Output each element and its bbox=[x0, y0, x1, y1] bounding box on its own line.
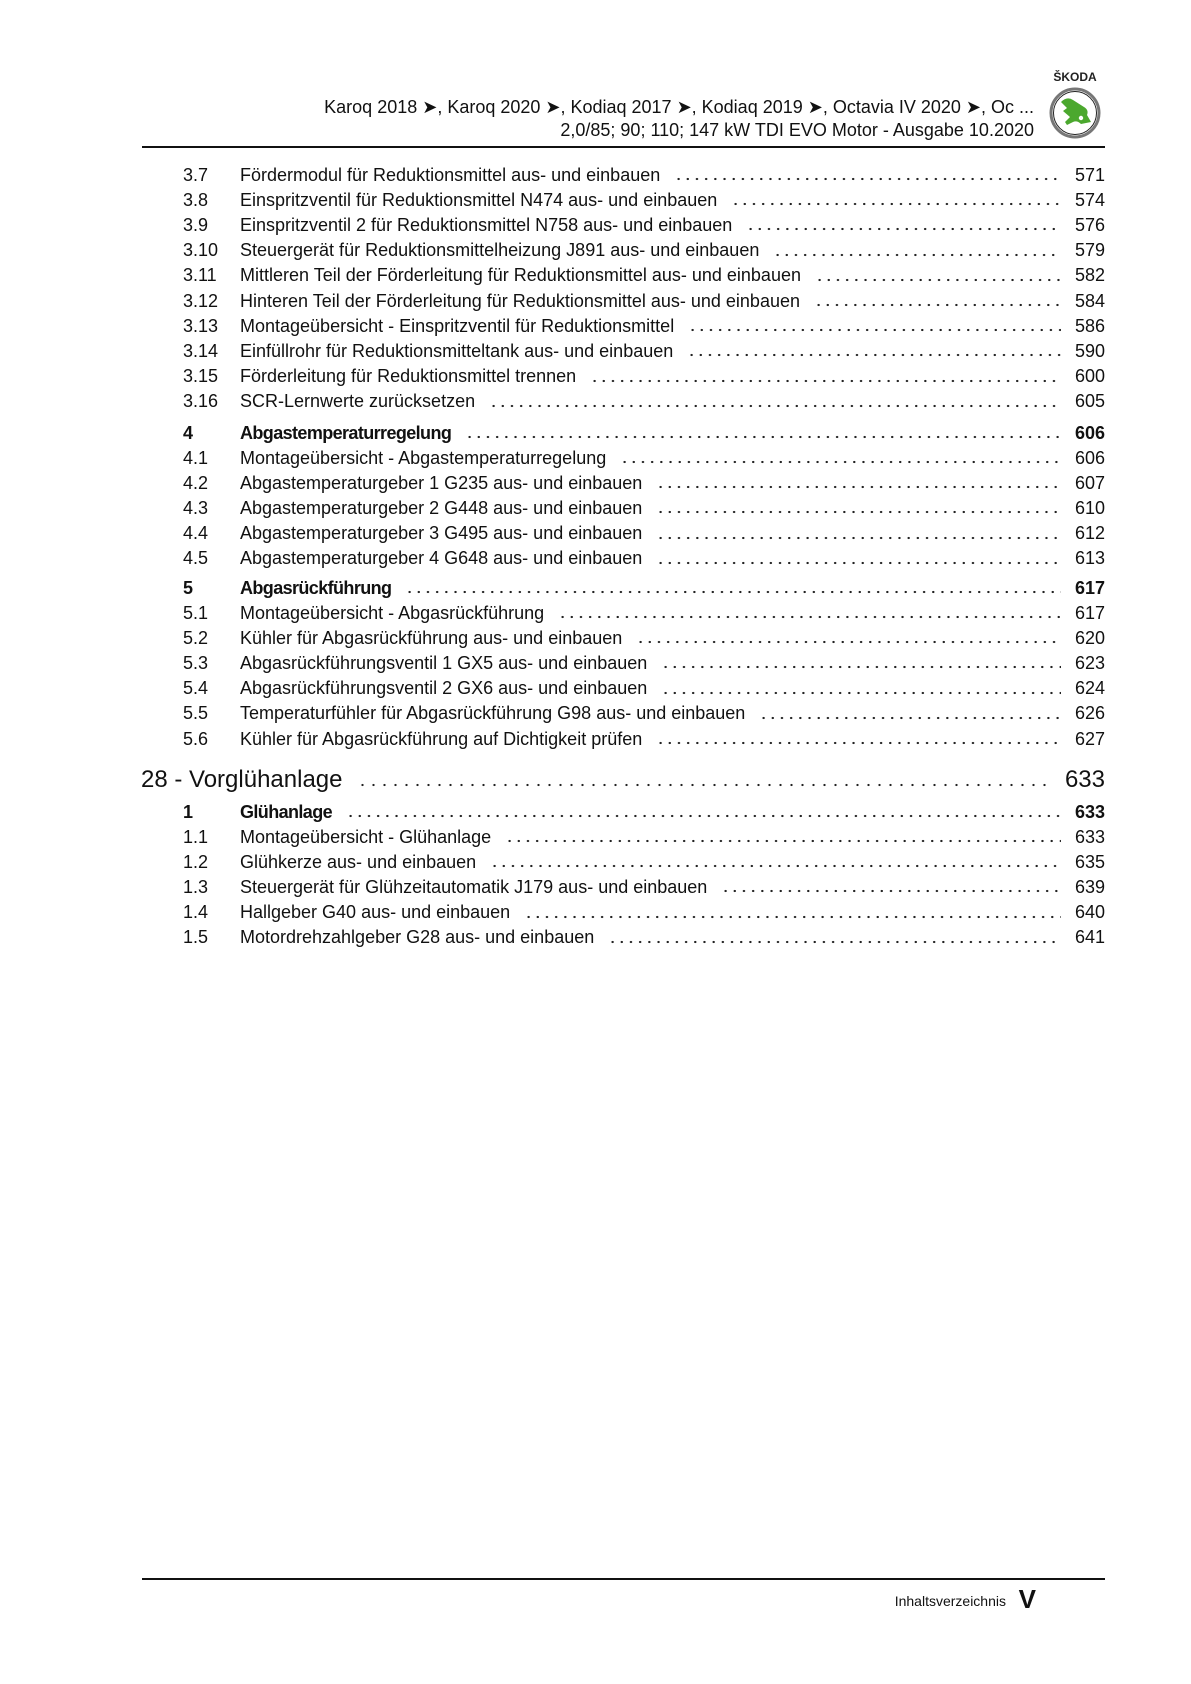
toc-entry-title[interactable]: Einfüllrohr für Reduktionsmitteltank aus- und einbauen bbox=[240, 340, 674, 361]
toc-entry[interactable] bbox=[0, 702, 1105, 726]
toc-entry-number: 4 bbox=[183, 422, 194, 443]
toc-entry-title[interactable]: Einspritzventil 2 für Reduktionsmittel N758 aus- und einbauen bbox=[240, 214, 733, 235]
toc-entry[interactable] bbox=[0, 446, 1105, 470]
toc-entry-page[interactable]: 605 bbox=[1074, 391, 1105, 412]
toc-entry-number: 3.15 bbox=[183, 366, 219, 387]
toc-entry-number: 1.5 bbox=[183, 927, 209, 948]
toc-entry-title[interactable]: Montageübersicht - Abgastemperaturregelung bbox=[240, 447, 607, 468]
toc-entry-title[interactable]: Motordrehzahlgeber G28 aus- und einbauen bbox=[240, 927, 595, 948]
toc-entry-number: 5.3 bbox=[183, 652, 209, 673]
toc-entry[interactable] bbox=[0, 314, 1105, 338]
toc-entry-number: 4.5 bbox=[183, 548, 209, 569]
dot-leader bbox=[674, 177, 1061, 181]
toc-entry[interactable] bbox=[0, 764, 1105, 796]
header-models: Karoq 2018 ➤, Karoq 2020 ➤, Kodiaq 2017 ➤, Kodiaq 2019 ➤, Octavia IV 2020 ➤, Oc ... bbox=[324, 97, 1034, 117]
toc-entry-number: 3.11 bbox=[183, 265, 217, 286]
toc-entry-number: 4.1 bbox=[183, 447, 209, 468]
dot-leader bbox=[489, 404, 1061, 408]
toc-entry-title[interactable]: Montageübersicht - Einspritzventil für Reduktionsmittel bbox=[240, 315, 675, 336]
toc-entry-number: 3.13 bbox=[183, 315, 219, 336]
toc-entry[interactable] bbox=[0, 365, 1105, 389]
toc-entry-page[interactable]: 633 bbox=[1064, 766, 1105, 793]
toc-entry-page[interactable]: 620 bbox=[1074, 627, 1105, 648]
dot-leader bbox=[620, 460, 1061, 464]
footer-section-label: Inhaltsverzeichnis bbox=[894, 1593, 1006, 1609]
dot-leader bbox=[814, 303, 1061, 307]
header-rule bbox=[142, 146, 1105, 148]
toc-entry-number: 5.6 bbox=[183, 728, 209, 749]
toc-entry[interactable] bbox=[0, 576, 1105, 600]
toc-entry-title[interactable]: Abgastemperaturgeber 2 G448 aus- und einbauen bbox=[240, 497, 643, 518]
toc-entry-title[interactable]: Abgastemperaturgeber 1 G235 aus- und einbauen bbox=[240, 472, 643, 493]
toc-entry-page[interactable]: 584 bbox=[1074, 290, 1105, 311]
toc-entry-page[interactable]: 606 bbox=[1074, 447, 1105, 468]
dot-leader bbox=[405, 590, 1061, 594]
toc-entry-title[interactable]: Mittleren Teil der Förderleitung für Reduktionsmittel aus- und einbauen bbox=[240, 265, 801, 286]
header-engine-edition: 2,0/85; 90; 110; 147 kW TDI EVO Motor - Ausgabe 10.2020 bbox=[560, 120, 1034, 140]
toc-entry-number: 5.2 bbox=[183, 627, 209, 648]
toc-entry[interactable] bbox=[0, 522, 1105, 546]
toc-entry-number: 1.2 bbox=[183, 851, 209, 872]
toc-entry-title[interactable]: Steuergerät für Reduktionsmittelheizung J891 aus- und einbauen bbox=[240, 240, 760, 261]
dot-leader bbox=[721, 889, 1061, 893]
toc-entry-number: 1.4 bbox=[183, 902, 209, 923]
dot-leader bbox=[746, 227, 1061, 231]
dot-leader bbox=[636, 640, 1061, 644]
toc-entry-title[interactable]: Hinteren Teil der Förderleitung für Reduktionsmittel aus- und einbauen bbox=[240, 290, 800, 311]
toc-entry-page[interactable]: 607 bbox=[1074, 472, 1105, 493]
toc-entry-page[interactable]: 633 bbox=[1074, 826, 1105, 847]
dot-leader bbox=[656, 536, 1061, 540]
toc-entry-page[interactable]: 617 bbox=[1074, 602, 1105, 623]
dot-leader bbox=[558, 615, 1061, 619]
toc-entry[interactable] bbox=[0, 213, 1105, 237]
toc-entry-page[interactable]: 586 bbox=[1074, 315, 1105, 336]
toc-entry-number: 3.16 bbox=[183, 391, 219, 412]
toc-entry-page[interactable]: 624 bbox=[1074, 678, 1105, 699]
toc-entry-page[interactable]: 613 bbox=[1074, 548, 1105, 569]
toc-entry[interactable] bbox=[0, 677, 1105, 701]
toc-entry-number: 3.14 bbox=[183, 340, 219, 361]
toc-entry-title[interactable]: Montageübersicht - Glühanlage bbox=[240, 826, 492, 847]
toc-entry[interactable] bbox=[0, 390, 1105, 414]
toc-entry-title[interactable]: Fördermodul für Reduktionsmittel aus- und einbauen bbox=[240, 164, 661, 185]
toc-entry-number: 5 bbox=[183, 577, 194, 598]
dot-leader bbox=[687, 353, 1061, 357]
toc-entry-page[interactable]: 571 bbox=[1074, 164, 1105, 185]
toc-entry[interactable] bbox=[0, 264, 1105, 288]
toc-entry[interactable] bbox=[0, 339, 1105, 363]
dot-leader bbox=[656, 510, 1061, 514]
toc-entry[interactable] bbox=[0, 875, 1105, 899]
toc-entry[interactable] bbox=[0, 926, 1105, 950]
toc-entry-page[interactable]: 600 bbox=[1074, 366, 1105, 387]
toc-entry-number: 4.4 bbox=[183, 523, 209, 544]
toc-entry-title[interactable]: Montageübersicht - Abgasrückführung bbox=[240, 602, 545, 623]
toc-entry[interactable] bbox=[0, 239, 1105, 263]
footer-rule bbox=[142, 1578, 1105, 1580]
toc-entry[interactable] bbox=[0, 626, 1105, 650]
toc-entry-page[interactable]: 576 bbox=[1074, 214, 1105, 235]
toc-entry[interactable] bbox=[0, 471, 1105, 495]
toc-entry-title[interactable]: Temperaturfühler für Abgasrückführung G98 aus- und einbauen bbox=[240, 703, 746, 724]
toc-entry-number: 5.4 bbox=[183, 678, 209, 699]
toc-entry-page[interactable]: 635 bbox=[1074, 851, 1105, 872]
toc-entry[interactable] bbox=[0, 547, 1105, 571]
toc-entry-title[interactable]: Abgastemperaturregelung bbox=[240, 422, 452, 443]
dot-leader bbox=[357, 783, 1051, 787]
toc-entry-page[interactable]: 639 bbox=[1074, 876, 1105, 897]
skoda-logo bbox=[1037, 70, 1113, 140]
toc-entry-number: 3.7 bbox=[183, 164, 209, 185]
toc-entry-number: 4.3 bbox=[183, 497, 209, 518]
footer-page-number: V bbox=[1018, 1584, 1036, 1614]
toc-entry-page[interactable]: 582 bbox=[1074, 265, 1105, 286]
toc-entry[interactable] bbox=[0, 901, 1105, 925]
toc-entry-page[interactable]: 626 bbox=[1074, 703, 1105, 724]
toc-entry-title[interactable]: Steuergerät für Glühzeitautomatik J179 aus- und einbauen bbox=[240, 876, 708, 897]
toc-entry-number: 1.3 bbox=[183, 876, 209, 897]
toc-entry-number: 5.1 bbox=[183, 602, 209, 623]
toc-entry-title[interactable]: Einspritzventil für Reduktionsmittel N474 aus- und einbauen bbox=[240, 189, 718, 210]
dot-leader bbox=[590, 379, 1061, 383]
logo-wordmark: ŠKODA bbox=[1053, 70, 1097, 84]
toc-entry-title[interactable]: SCR-Lernwerte zurücksetzen bbox=[240, 391, 476, 412]
toc-entry-title[interactable]: Hallgeber G40 aus- und einbauen bbox=[240, 902, 511, 923]
toc-entry-title[interactable]: Abgasrückführungsventil 1 GX5 aus- und einbauen bbox=[240, 652, 648, 673]
toc-entry-page[interactable]: 617 bbox=[1074, 577, 1105, 598]
toc-entry-title[interactable]: Kühler für Abgasrückführung auf Dichtigkeit prüfen bbox=[240, 728, 643, 749]
toc-entry-number: 5.5 bbox=[183, 703, 209, 724]
dot-leader bbox=[346, 814, 1061, 818]
toc-entry-title[interactable]: Abgastemperaturgeber 3 G495 aus- und einbauen bbox=[240, 523, 643, 544]
toc-entry-number: 3.10 bbox=[183, 240, 219, 261]
toc-entry-page[interactable]: 623 bbox=[1074, 652, 1105, 673]
toc-entry[interactable] bbox=[0, 727, 1105, 751]
dot-leader bbox=[490, 864, 1061, 868]
toc-entry[interactable] bbox=[0, 825, 1105, 849]
toc-entry-page[interactable]: 574 bbox=[1074, 189, 1105, 210]
toc-entry-number: 1 bbox=[183, 801, 194, 822]
dot-leader bbox=[656, 485, 1061, 489]
toc-entry-page[interactable]: 610 bbox=[1074, 497, 1105, 518]
toc-entry-title[interactable]: 28 - Vorglühanlage bbox=[141, 766, 343, 793]
toc-entry-page[interactable]: 606 bbox=[1074, 422, 1105, 443]
toc-entry-title[interactable]: Glühkerze aus- und einbauen bbox=[240, 851, 477, 872]
dot-leader bbox=[661, 665, 1061, 669]
toc-entry[interactable] bbox=[0, 496, 1105, 520]
toc-entry[interactable] bbox=[0, 163, 1105, 187]
toc-entry[interactable] bbox=[0, 850, 1105, 874]
toc-entry-title[interactable]: Abgasrückführung bbox=[240, 577, 392, 598]
toc-entry[interactable] bbox=[0, 289, 1105, 313]
toc-entry[interactable] bbox=[0, 421, 1105, 445]
toc-entry-page[interactable]: 612 bbox=[1074, 523, 1105, 544]
toc-entry-number: 4.2 bbox=[183, 472, 209, 493]
dot-leader bbox=[661, 691, 1061, 695]
toc-entry-number: 3.12 bbox=[183, 290, 219, 311]
toc-entry[interactable] bbox=[0, 800, 1105, 824]
toc-entry-number: 1.1 bbox=[183, 826, 209, 847]
dot-leader bbox=[505, 839, 1061, 843]
dot-leader bbox=[731, 202, 1061, 206]
toc-entry-number: 3.8 bbox=[183, 189, 209, 210]
dot-leader bbox=[815, 278, 1061, 282]
dot-leader bbox=[465, 435, 1061, 439]
toc-entry[interactable] bbox=[0, 188, 1105, 212]
toc-entry-title[interactable]: Abgasrückführungsventil 2 GX6 aus- und einbauen bbox=[240, 678, 648, 699]
dot-leader bbox=[608, 940, 1061, 944]
toc-entry-page[interactable]: 627 bbox=[1074, 728, 1105, 749]
toc-entry-title[interactable]: Kühler für Abgasrückführung aus- und einbauen bbox=[240, 627, 623, 648]
dot-leader bbox=[524, 915, 1061, 919]
toc-entry-page[interactable]: 640 bbox=[1074, 902, 1105, 923]
toc-entry-page[interactable]: 590 bbox=[1074, 340, 1105, 361]
dot-leader bbox=[656, 741, 1061, 745]
dot-leader bbox=[688, 328, 1061, 332]
toc-entry-title[interactable]: Glühanlage bbox=[240, 801, 333, 822]
toc-entry[interactable] bbox=[0, 651, 1105, 675]
toc-entry-title[interactable]: Abgastemperaturgeber 4 G648 aus- und einbauen bbox=[240, 548, 643, 569]
toc-entry-number: 3.9 bbox=[183, 214, 209, 235]
toc-entry[interactable] bbox=[0, 601, 1105, 625]
dot-leader bbox=[656, 561, 1061, 565]
dot-leader bbox=[773, 253, 1061, 257]
toc-entry-title[interactable]: Förderleitung für Reduktionsmittel trennen bbox=[240, 366, 577, 387]
dot-leader bbox=[759, 716, 1061, 720]
toc-entry-page[interactable]: 641 bbox=[1074, 927, 1105, 948]
toc-entry-page[interactable]: 633 bbox=[1074, 801, 1105, 822]
toc-entry-page[interactable]: 579 bbox=[1074, 240, 1105, 261]
